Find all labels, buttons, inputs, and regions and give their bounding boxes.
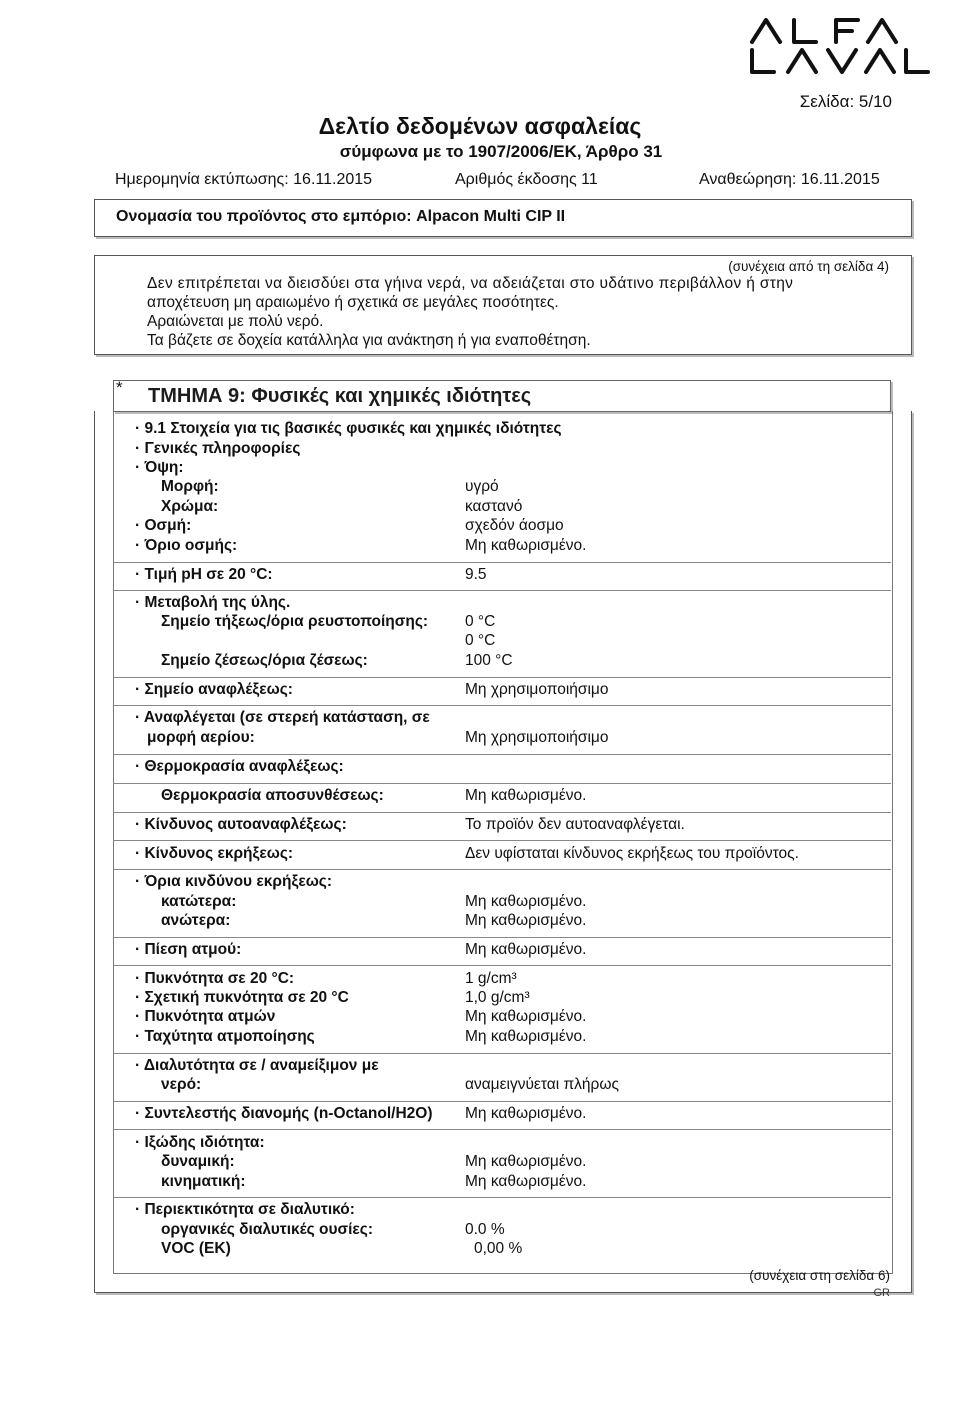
- revision-marker: *: [116, 378, 123, 397]
- decomposition-value: Μη καθωρισμένο.: [465, 787, 587, 804]
- boiling-point-label: Σημείο ζέσεως/όρια ζέσεως:: [161, 652, 368, 669]
- relative-density-value: 1,0 g/cm³: [465, 989, 530, 1006]
- separator: [113, 1053, 891, 1054]
- print-date: Ημερομηνία εκτύπωσης: 16.11.2015: [115, 171, 373, 188]
- kinematic-viscosity-value: Μη καθωρισμένο.: [465, 1173, 587, 1190]
- voc-label: VOC (EK): [161, 1240, 231, 1257]
- appearance-label: · Όψη:: [135, 459, 184, 476]
- lower-limit-label: κατώτερα:: [161, 893, 237, 910]
- form-value: υγρό: [465, 478, 499, 495]
- ignition-temperature-label: · Θερμοκρασία αναφλέξεως:: [135, 758, 344, 775]
- evaporation-rate-label: · Ταχύτητα ατμοποίησης: [135, 1028, 315, 1045]
- melting-point-label: Σημείο τήξεως/όρια ρευστοποίησης:: [161, 613, 429, 630]
- separator: [113, 705, 891, 706]
- continuation-line: αποχέτευση μη αραιωμένο ή σχετικά σε μεγάλες ποσότητες.: [147, 294, 559, 311]
- viscosity-label: · Ιξώδης ιδιότητα:: [135, 1134, 265, 1151]
- continuation-line: Αραιώνεται με πολύ νερό.: [147, 313, 324, 330]
- document-subtitle: σύμφωνα με το 1907/2006/ΕΚ, Άρθρο 31: [339, 142, 663, 161]
- solubility-label: · Διαλυτότητα σε / αναμείξιμον με: [135, 1057, 379, 1074]
- flash-point-value: Μη χρησιμοποιήσιμο: [465, 681, 609, 698]
- density-label: · Πυκνότητα σε 20 °C:: [135, 970, 295, 987]
- solvent-content-label: · Περιεκτικότητα σε διαλυτικό:: [135, 1201, 355, 1218]
- explosion-danger-value: Δεν υφίσταται κίνδυνος εκρήξεως του προϊόντος.: [465, 845, 799, 862]
- solubility-value: αναμειγνύεται πλήρως: [465, 1076, 619, 1093]
- continued-on: (συνέχεια στη σελίδα 6): [749, 1268, 890, 1283]
- relative-density-label: · Σχετική πυκνότητα σε 20 °C: [135, 989, 349, 1006]
- language-code: GR: [873, 1287, 890, 1299]
- partition-coefficient-label: · Συντελεστής διανομής (n-Octanol/H2O): [135, 1105, 433, 1122]
- voc-value: 0,00 %: [474, 1240, 523, 1257]
- continuation-box: [94, 255, 912, 355]
- explosion-danger-label: · Κίνδυνος εκρήξεως:: [135, 845, 294, 862]
- solubility-label: νερό:: [161, 1076, 202, 1093]
- odour-threshold-value: Μη καθωρισμένο.: [465, 537, 587, 554]
- alfa-laval-logo: [744, 14, 934, 80]
- colour-value: καστανό: [465, 498, 523, 515]
- vapour-density-value: Μη καθωρισμένο.: [465, 1008, 587, 1025]
- self-ignition-label: · Κίνδυνος αυτοαναφλέξεως:: [135, 816, 347, 833]
- organic-solvents-value: 0.0 %: [465, 1221, 505, 1238]
- vapour-pressure-value: Μη καθωρισμένο.: [465, 941, 587, 958]
- odour-label: · Οσμή:: [135, 517, 192, 534]
- page-number: Σελίδα: 5/10: [799, 92, 892, 111]
- separator: [113, 1101, 891, 1102]
- general-info-label: · Γενικές πληροφορίες: [135, 440, 301, 457]
- colour-label: Χρώμα:: [161, 498, 219, 515]
- flash-point-label: · Σημείο αναφλέξεως:: [135, 681, 293, 698]
- organic-solvents-label: οργανικές διαλυτικές ουσίες:: [161, 1221, 373, 1238]
- decomposition-label: Θερμοκρασία αποσυνθέσεως:: [161, 787, 384, 804]
- separator: [113, 754, 891, 755]
- melting-point-value: 0 °C: [465, 632, 496, 649]
- separator: [113, 965, 891, 966]
- continued-from: (συνέχεια από τη σελίδα 4): [728, 259, 889, 274]
- self-ignition-value: Το προϊόν δεν αυτοαναφλέγεται.: [465, 816, 685, 833]
- flammability-label: μορφή αερίου:: [147, 729, 255, 746]
- upper-limit-label: ανώτερα:: [161, 912, 231, 929]
- separator: [113, 937, 891, 938]
- revision-date: Αναθεώρηση: 16.11.2015: [699, 171, 880, 188]
- flammability-value: Μη χρησιμοποιήσιμο: [465, 729, 609, 746]
- vapour-density-label: · Πυκνότητα ατμών: [135, 1008, 276, 1025]
- separator: [113, 590, 891, 591]
- ph-label: · Τιμή pH σε 20 °C:: [135, 566, 273, 583]
- separator: [113, 812, 891, 813]
- continuation-line: Δεν επιτρέπεται να διεισδύει στα γήινα νερά, να αδειάζεται στο υδάτινο περιβάλλον ή στην: [147, 275, 794, 292]
- continuation-line: Τα βάζετε σε δοχεία κατάλληλα για ανάκτηση ή για εναποθέτηση.: [147, 332, 591, 349]
- section-header: [113, 380, 891, 412]
- density-value: 1 g/cm³: [465, 970, 517, 987]
- ph-value: 9.5: [465, 566, 487, 583]
- separator: [113, 677, 891, 678]
- state-change-label: · Μεταβολή της ύλης.: [135, 594, 291, 611]
- lower-limit-value: Μη καθωρισμένο.: [465, 893, 587, 910]
- melting-point-value: 0 °C: [465, 613, 496, 630]
- partition-coefficient-value: Μη καθωρισμένο.: [465, 1105, 587, 1122]
- product-name: Ονομασία του προϊόντος στο εμπόριο: Alpacon Multi CIP II: [116, 208, 566, 225]
- separator: [113, 840, 891, 841]
- version-number: Αριθμός έκδοσης 11: [455, 171, 598, 188]
- separator: [113, 869, 891, 870]
- dynamic-viscosity-value: Μη καθωρισμένο.: [465, 1153, 587, 1170]
- product-name-box: [94, 199, 912, 237]
- flammability-label: · Αναφλέγεται (σε στερεή κατάσταση, σε: [135, 709, 430, 726]
- odour-value: σχεδόν άοσμο: [465, 517, 564, 534]
- separator: [113, 562, 891, 563]
- kinematic-viscosity-label: κινηματική:: [161, 1173, 246, 1190]
- odour-threshold-label: · Όριο οσμής:: [135, 537, 238, 554]
- subsection-heading: · 9.1 Στοιχεία για τις βασικές φυσικές και χημικές ιδιότητες: [135, 420, 562, 437]
- separator: [113, 1129, 891, 1130]
- explosion-limits-label: · Όρια κινδύνου εκρήξεως:: [135, 873, 333, 890]
- section-title: ΤΜΗΜΑ 9: Φυσικές και χημικές ιδιότητες: [148, 385, 532, 407]
- document-title: Δελτίο δεδομένων ασφαλείας: [318, 113, 642, 139]
- upper-limit-value: Μη καθωρισμένο.: [465, 912, 587, 929]
- dynamic-viscosity-label: δυναμική:: [161, 1153, 235, 1170]
- separator: [113, 783, 891, 784]
- boiling-point-value: 100 °C: [465, 652, 513, 669]
- separator: [113, 1197, 891, 1198]
- form-label: Μορφή:: [161, 478, 219, 495]
- vapour-pressure-label: · Πίεση ατμού:: [135, 941, 242, 958]
- evaporation-rate-value: Μη καθωρισμένο.: [465, 1028, 587, 1045]
